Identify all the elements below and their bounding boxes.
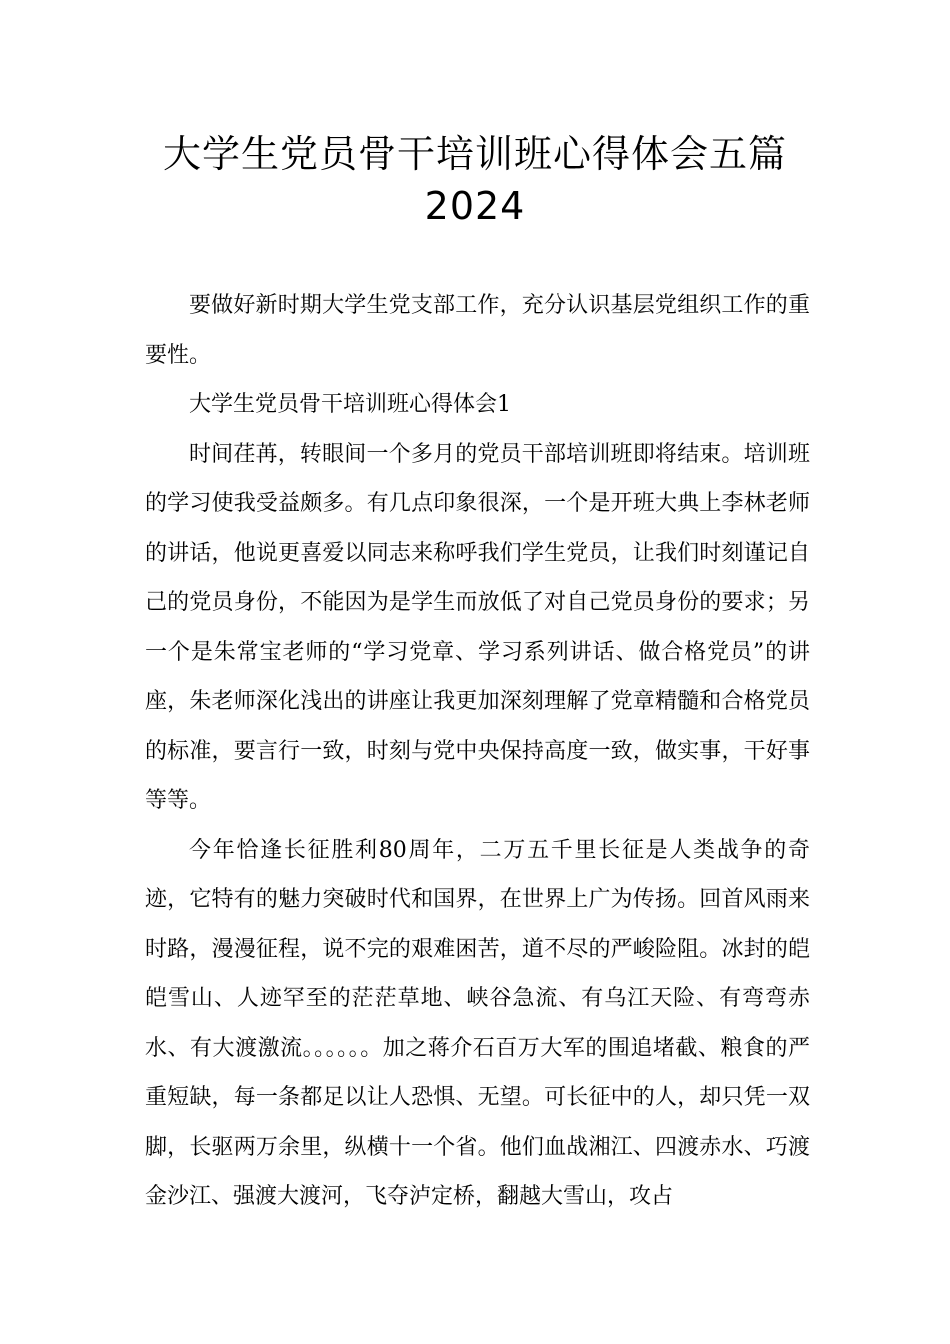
document-title-year: 2024: [424, 184, 526, 228]
intro-paragraph: 要做好新时期大学生党支部工作，充分认识基层党组织工作的重要性。: [145, 293, 810, 368]
document-title: 大学生党员骨干培训班心得体会五篇: [162, 132, 787, 176]
section-heading: 大学生党员骨干培训班心得体会1: [189, 392, 511, 417]
body-paragraph: 时间荏苒，转眼间一个多月的党员干部培训班即将结束。培训班的学习使我受益颇多。有几点印象很深，一个是开班大典上李林老师的讲话，他说更喜爱以同志来称呼我们学生党员，让我们时刻谨记自己的党员身份，不能因为是学生而放低了对自己党员身份的要求；另一个是朱常宝老师的“学习党章、学习系列讲话、做合格党员”的讲座，朱老师深化浅出的讲座让我更加深刻理解了党章精髓和合格党员的标准，要言行一致，时刻与党中央保持高度一致，做实事，干好事等等。: [145, 441, 810, 813]
document-body: [145, 281, 810, 1222]
body-paragraph: 今年恰逢长征胜利80周年，二万五千里长征是人类战争的奇迹，它特有的魅力突破时代和国界，在世界上广为传扬。回首风雨来时路，漫漫征程，说不完的艰难困苦，道不尽的严峻险阻。冰封的皑皑雪山、人迹罕至的茫茫草地、峡谷急流、有乌江天险、有弯弯赤水、有大渡激流。。。。。。加之蒋介石百万大军的围追堵截、粮食的严重短缺，每一条都足以让人恐惧、无望。可长征中的人，却只凭一双脚，长驱两万余里，纵横十一个省。他们血战湘江、四渡赤水、巧渡金沙江、强渡大渡河，飞夺泸定桥，翻越大雪山，攻占: [145, 837, 810, 1209]
